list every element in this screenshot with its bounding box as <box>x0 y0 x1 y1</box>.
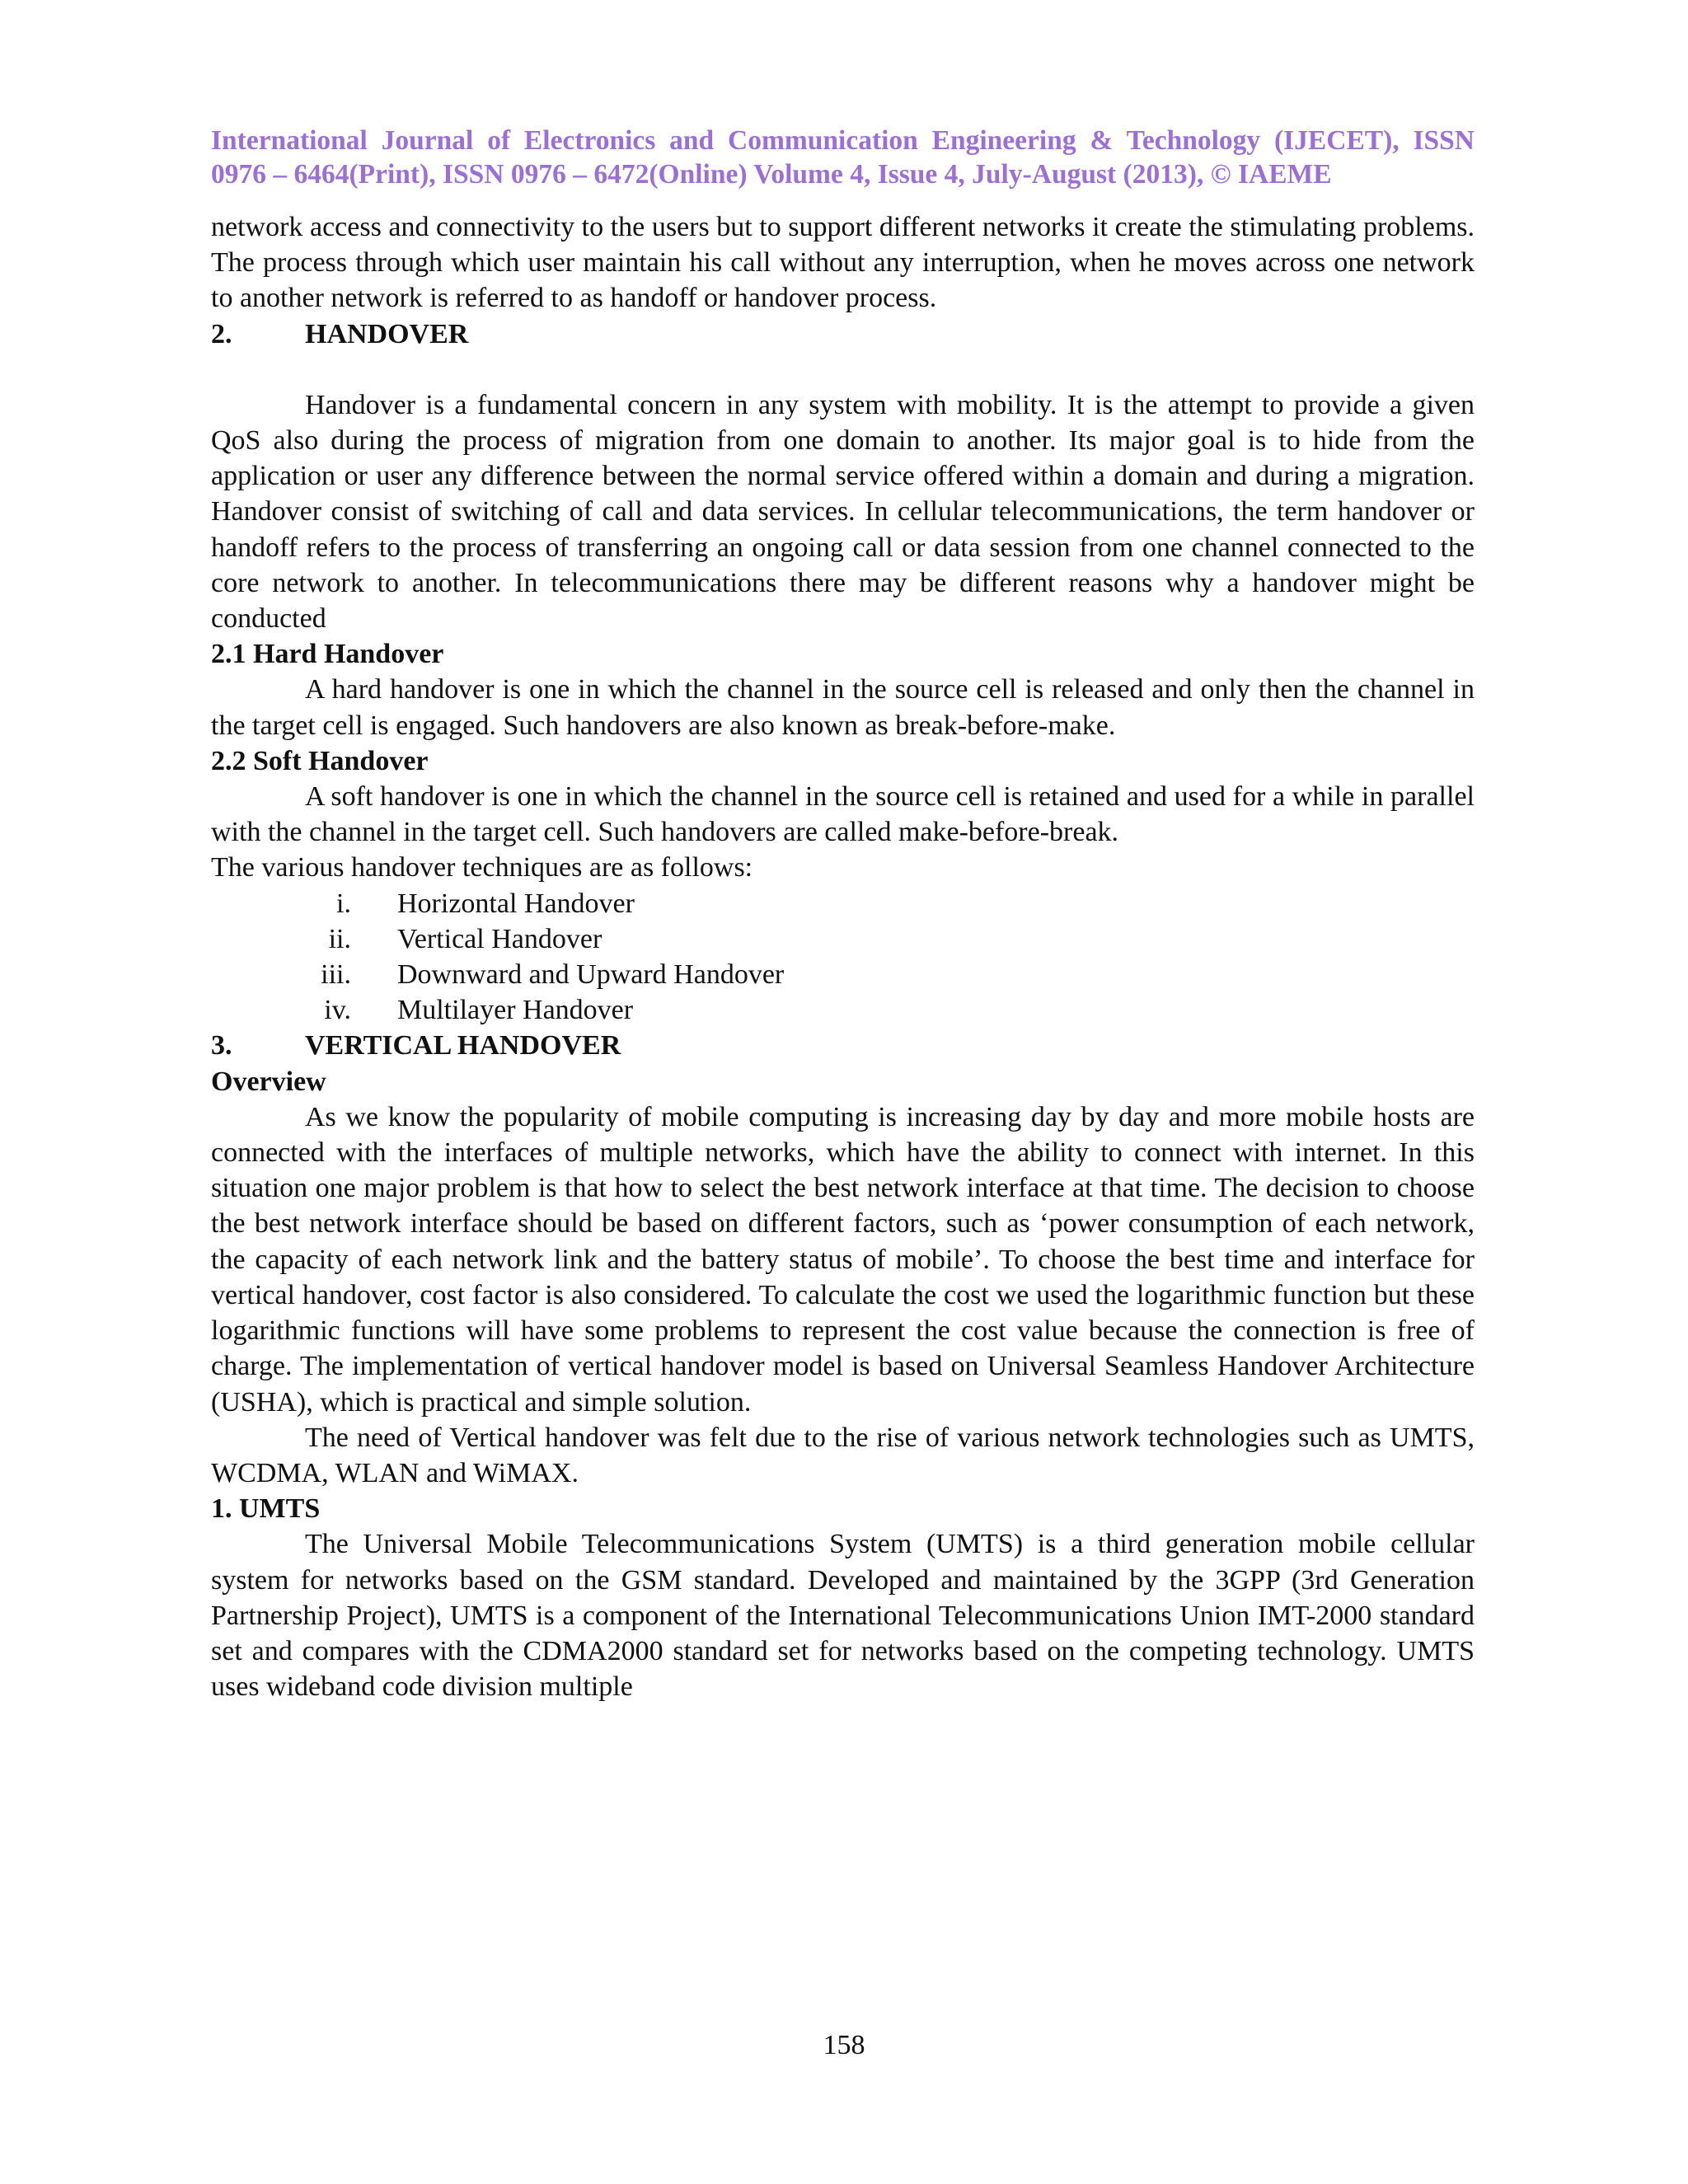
hard-handover-paragraph: A hard handover is one in which the channel in the source cell is released and only then the channel in the target cell is engaged. Such handovers are also known as break-before-make. <box>211 674 1475 741</box>
list-item <box>211 957 1475 992</box>
page-number: 158 <box>823 2030 865 2060</box>
journal-header <box>211 124 1475 191</box>
umts-paragraph: The Universal Mobile Telecommunications System (UMTS) is a third generation mobile cellular system for networks based on the GSM standard. Developed and maintained by the 3GPP (3rd Generation Partnership Project), UMTS is a component of the International Telecommunications Union IMT-2000 standard set and compares with the CDMA2000 standard set for networks based on the competing technology. UMTS uses wideband code division multiple <box>211 1529 1475 1703</box>
list-marker: iii. <box>321 959 351 991</box>
section-2-heading <box>211 316 1475 352</box>
page-content <box>211 124 1475 1704</box>
list-marker: ii. <box>328 923 351 954</box>
list-item-text: Vertical Handover <box>397 923 603 954</box>
soft-handover-heading: 2.2 Soft Handover <box>211 745 429 776</box>
section-2-title: HANDOVER <box>305 318 469 349</box>
list-item <box>211 921 1475 957</box>
umts-heading: 1. UMTS <box>211 1493 321 1525</box>
techniques-intro: The various handover techniques are as follows: <box>211 852 753 883</box>
list-item-text: Downward and Upward Handover <box>397 959 785 991</box>
overview-paragraph-2: The need of Vertical handover was felt due to the rise of various network technologies such as UMTS, WCDMA, WLAN and WiMAX. <box>211 1422 1475 1488</box>
overview-heading: Overview <box>211 1066 326 1097</box>
journal-header-line-2: 0976 – 6464(Print), ISSN 0976 – 6472(Online) Volume 4, Issue 4, July-August (2013), © IAEME <box>211 159 1332 190</box>
list-item <box>211 992 1475 1028</box>
journal-header-line-1: International Journal of Electronics and Communication Engineering & Technology (IJECET), ISSN <box>211 125 1475 156</box>
section-2-number: 2. <box>211 318 232 349</box>
section-3-title: VERTICAL HANDOVER <box>305 1030 621 1062</box>
intro-paragraph: network access and connectivity to the users but to support different networks it create the stimulating problems. The process through which user maintain his call without any interruption, when he moves across one network to another network is referred to as handoff or handover process. <box>211 212 1475 314</box>
overview-paragraph-1: As we know the popularity of mobile computing is increasing day by day and more mobile hosts are connected with the interfaces of multiple networks, which have the ability to connect with internet. In this situation one major problem is that how to select the best network interface at that time. The decision to choose the best network interface should be based on different factors, such as ‘power consumption of each network, the capacity of each network link and the battery status of mobile’. To choose the best time and interface for vertical handover, cost factor is also considered. To calculate the cost we used the logarithmic function but these logarithmic functions will have some problems to represent the cost value because the connection is free of charge. The implementation of vertical handover model is based on Universal Seamless Handover Architecture (USHA), which is practical and simple solution. <box>211 1101 1475 1418</box>
list-item-text: Horizontal Handover <box>397 888 635 919</box>
section-2-paragraph: Handover is a fundamental concern in any system with mobility. It is the attempt to provide a given QoS also during the process of migration from one domain to another. Its major goal is to hide from the application or user any difference between the normal service offered within a domain and during a migration. Handover consist of switching of call and data services. In cellular telecommunications, the term handover or handoff refers to the process of transferring an ongoing call or data session from one channel connected to the core network to another. In telecommunications there may be different reasons why a handover might be conducted <box>211 389 1475 635</box>
list-marker: iv. <box>324 995 351 1026</box>
handover-techniques-list <box>211 886 1475 1029</box>
soft-handover-paragraph: A soft handover is one in which the channel in the source cell is retained and used for a while in parallel with the channel in the target cell. Such handovers are called make-before-break. <box>211 781 1475 848</box>
list-item <box>211 886 1475 921</box>
list-item-text: Multilayer Handover <box>397 995 634 1026</box>
list-marker: i. <box>336 888 351 919</box>
section-3-number: 3. <box>211 1030 232 1062</box>
section-3-heading <box>211 1028 1475 1063</box>
hard-handover-heading: 2.1 Hard Handover <box>211 639 444 670</box>
